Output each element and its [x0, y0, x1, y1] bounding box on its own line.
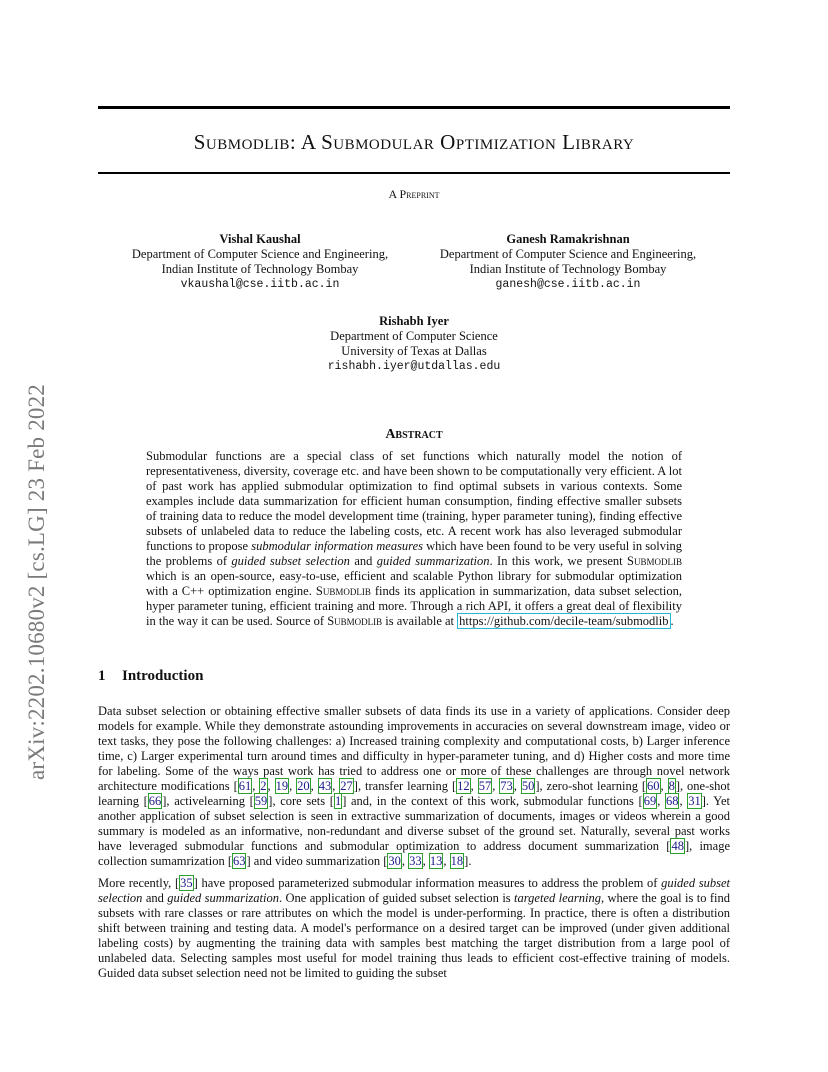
- abstract-text-span: Submodular functions are a special class of set functions which naturally model the notion of representativeness, diversity, coverage etc. and have been shown to be computationally very efficient. A lot of past work has applied submodular optimization to find optimal subsets in various contexts. Some examples include data summarization for efficient human consumption, finding effective smaller subsets of training data to reduce the model development time (training, hyper parameter tuning), finding effective subsets of unlabeled data to reduce the labeling costs, etc. A recent work has also leveraged submodular functions to propose: [146, 449, 682, 553]
- citation-link[interactable]: 43: [318, 779, 332, 793]
- citation-link[interactable]: 27: [340, 779, 353, 793]
- citation-link[interactable]: 57: [478, 779, 492, 793]
- citation-link[interactable]: 19: [275, 779, 289, 793]
- author-name: Ganesh Ramakrishnan: [506, 232, 630, 246]
- abstract-text-span: which is an open-source, easy-to-use, efficient and scalable Python library for submodular optimization with a C++ optimization engine.: [146, 569, 682, 598]
- citation-link[interactable]: 2: [260, 779, 267, 793]
- paragraph-text-span: and: [142, 891, 168, 905]
- citation-link[interactable]: 59: [254, 794, 268, 808]
- abstract-heading: Abstract: [385, 427, 443, 442]
- author-email[interactable]: ganesh@cse.iitb.ac.in: [495, 278, 641, 291]
- author-department: Department of Computer Science and Engineering,: [439, 247, 697, 261]
- citation-link[interactable]: 18: [450, 854, 464, 868]
- intro-paragraph-2: [98, 876, 730, 981]
- paragraph-emphasis: guided subset selection: [98, 876, 730, 905]
- citation-link[interactable]: 63: [232, 854, 246, 868]
- citation-link[interactable]: 69: [643, 794, 657, 808]
- citation-link[interactable]: 30: [388, 854, 401, 868]
- library-name: Submodlib: [627, 554, 682, 568]
- author-email[interactable]: rishabh.iyer@utdallas.edu: [327, 360, 501, 373]
- paragraph-text-span: ], zero-shot learning [: [535, 779, 647, 793]
- author-email[interactable]: vkaushal@cse.iitb.ac.in: [180, 278, 340, 291]
- author-name: Rishabh Iyer: [379, 314, 449, 328]
- citation-link[interactable]: 61: [238, 779, 252, 793]
- citation-link[interactable]: 20: [297, 779, 310, 793]
- citation-link[interactable]: 33: [409, 854, 422, 868]
- abstract-text: [146, 449, 682, 629]
- citation-link[interactable]: 8: [668, 779, 675, 793]
- citation-link[interactable]: 1: [334, 794, 342, 808]
- citation-link[interactable]: 66: [148, 794, 162, 808]
- citation-link[interactable]: 60: [647, 779, 660, 793]
- citation-link[interactable]: 68: [665, 794, 679, 808]
- paragraph-text-span: More recently, [: [98, 876, 180, 890]
- section-title: Introduction: [122, 668, 204, 684]
- abstract-emphasis: submodular information measures: [251, 539, 423, 553]
- citation-link[interactable]: 31: [688, 794, 701, 808]
- abstract-text-span: . In this work, we present: [489, 554, 628, 568]
- paragraph-text-span: ] have proposed parameterized submodular information measures to address the problem of: [193, 876, 662, 890]
- abstract-text-span: finds its application in summarization, data subset selection, hyper parameter tuning, efficient training and more. Through a rich API, it offers a great deal of flexibility in the way it can be used. Source of: [146, 584, 682, 628]
- paragraph-text-span: ], activelearning [: [162, 794, 254, 808]
- paragraph-text-span: ] and, in the context of this work, submodular functions [: [342, 794, 643, 808]
- author-institution: University of Texas at Dallas: [341, 344, 487, 358]
- paragraph-text-span: Data subset selection or obtaining effective smaller subsets of data finds its use in a variety of applications. Consider deep models for example. While they demonstrate astounding improvements in accuracies on several downstream image, video or text tasks, they pose the following challenges: a) Increased training complexity and computational costs, b) Larger inference time, c) Larger experimental turn around times and difficulty in hyper-parameter tuning, and d) Higher costs and more time for labeling. Some of the ways past work has tried to address one or more of these challenges are through novel network architecture modifications [: [98, 704, 730, 793]
- author-department: Department of Computer Science and Engineering,: [131, 247, 389, 261]
- title-bottom-rule: [98, 172, 730, 174]
- paragraph-emphasis: targeted learning: [514, 891, 601, 905]
- paragraph-text-span: ]. Yet another application of subset selection is seen in extractive summarization of documents, images or videos wherein a good summary is modeled as an informative, non-redundant and diverse subset of the ground set. Naturally, several past works have leveraged submodular functions and submodular optimization to address document summarization [: [98, 794, 730, 853]
- paragraph-emphasis: guided summarization: [167, 891, 279, 905]
- author-name: Vishal Kaushal: [219, 232, 301, 246]
- abstract-emphasis: guided subset selection: [231, 554, 350, 568]
- library-name: Submodlib: [315, 584, 371, 598]
- preprint-label: A Preprint: [388, 187, 440, 201]
- paragraph-text-span: ], one-shot learning [: [98, 779, 731, 808]
- author-institution: Indian Institute of Technology Bombay: [161, 262, 359, 276]
- citation-link[interactable]: 50: [521, 779, 535, 793]
- section-heading: [98, 668, 203, 685]
- library-name: Submodlib: [327, 614, 383, 628]
- arxiv-identifier-watermark: arXiv:2202.10680v2 [cs.LG] 23 Feb 2022: [24, 384, 49, 780]
- title-top-rule: [98, 106, 730, 109]
- citation-link[interactable]: 13: [429, 854, 443, 868]
- paragraph-text-span: ], image collection sumamrization [: [98, 839, 730, 868]
- paragraph-text-span: ] and video summarization [: [246, 854, 388, 868]
- abstract-emphasis: guided summarization: [376, 554, 490, 568]
- author-department: Department of Computer Science: [330, 329, 498, 343]
- author-block: [264, 314, 564, 374]
- paragraph-text-span: ].: [464, 854, 472, 868]
- section-number: 1: [98, 668, 106, 684]
- citation-link[interactable]: 12: [457, 779, 470, 793]
- citation-link[interactable]: 48: [671, 839, 684, 853]
- citation-link[interactable]: 73: [500, 779, 513, 793]
- paper-title: Submodlib: A Submodular Optimization Library: [193, 130, 635, 154]
- paragraph-text-span: . One application of guided subset selection is: [279, 891, 515, 905]
- paragraph-text-span: ], transfer learning [: [353, 779, 457, 793]
- abstract-text-span: .: [670, 614, 674, 628]
- paragraph-text-span: ], core sets [: [268, 794, 334, 808]
- author-block: [418, 232, 718, 292]
- intro-paragraph-1: Data subset selection or obtaining effective smaller subsets of data finds its use in a variety of applications. Consider deep models for example. While they demonstrate astounding improvements in accuracies on several downstream image, video or text tasks, they pose the following challenges: a) Increased training complexity and computational costs, b) Larger inference time, c) Larger experimental turn around times and difficulty in hyper-parameter tuning, and d) Higher costs and more time for labeling. Some of the ways past work has tried to address one or more of these challenges are through novel network architecture modifications [61, 2, 19, 20, 43, 27], transfer learning [12, 57, 73, 50], zero-shot learning [60, 8], one-shot learning [66], activelearning [59], core sets [1] and, in the context of this work, submodular functions [69, 68, 31]. Yet another application of subset selection is seen in extractive summarization of documents, images or videos wherein a good summary is modeled as an informative, non-redundant and diverse subset of the ground set. Naturally, several past works have leveraged submodular functions and submodular optimization to address document summarization [48], image collection sumamrization [63] and video summarization [30, 33, 13, 18].: [98, 704, 731, 868]
- citation-link[interactable]: 35: [180, 876, 193, 890]
- github-link[interactable]: https://github.com/decile-team/submodlib: [459, 614, 669, 628]
- abstract-text-span: and: [349, 554, 377, 568]
- paragraph-text-span: , where the goal is to find subsets with rare classes or rare attributes on which the model is under-performing. In practice, there is often a distribution shift between training and testing data. A model's performance on a desired target can be improved (under given additional labeling costs) by augmenting the training data with samples best matching the target distribution from a large pool of unlabeled data. Selecting samples most useful for model training thus leads to efficient cost-effective training of models. Guided data subset selection need not be limited to guiding the subset: [98, 891, 730, 980]
- abstract-text-span: which have been found to be very useful in solving the problems of: [146, 539, 683, 568]
- author-block: [110, 232, 410, 292]
- abstract-text-span: is available at: [382, 614, 458, 628]
- author-institution: Indian Institute of Technology Bombay: [469, 262, 667, 276]
